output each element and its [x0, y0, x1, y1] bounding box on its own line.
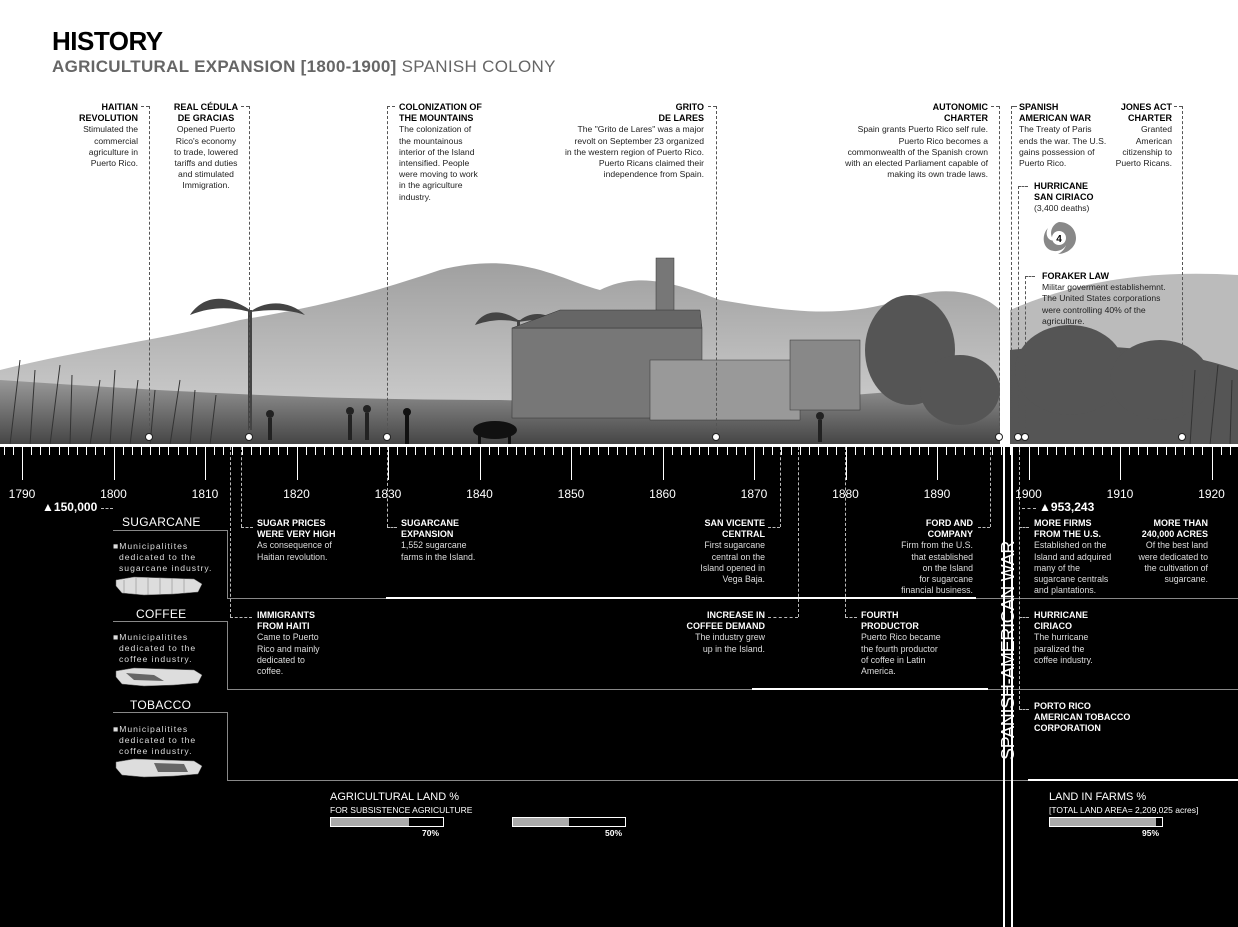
timeline-tick	[598, 447, 599, 455]
hurricane-category-label: 4	[1056, 234, 1062, 245]
timeline-tick	[269, 447, 270, 455]
timeline-tick	[178, 447, 179, 455]
event-hurricane-ciriaco: HURRICANE CIRIACO The hurricane paralized the coffee industry.	[1034, 610, 1093, 665]
timeline-tick	[342, 447, 343, 455]
timeline-tick	[974, 447, 975, 455]
timeline-tick	[891, 447, 892, 455]
timeline-tick	[818, 447, 819, 455]
timeline-tick	[836, 447, 837, 455]
timeline-tick	[644, 447, 645, 455]
top-panel	[0, 0, 1238, 445]
land-in-farms-pct: 95%	[1142, 828, 1160, 838]
year-label: 1790	[8, 487, 36, 501]
connector-foraker	[1025, 276, 1026, 436]
timeline-tick	[864, 447, 865, 455]
timeline-tick	[827, 447, 828, 455]
timeline-tick	[617, 447, 618, 455]
event-haitian-revolution: HAITIAN REVOLUTION Stimulated the commercial agriculture in Puerto Rico.	[78, 102, 138, 169]
connector-coffee-demand	[798, 447, 799, 617]
timeline-tick	[59, 447, 60, 455]
timeline-tick	[1102, 447, 1103, 455]
timeline-tick	[214, 447, 215, 455]
event-240000-acres: MORE THAN 240,000 ACRES Of the best land were dedicated to the cultivation of sugarcane.	[1138, 518, 1208, 585]
timeline-tick	[626, 447, 627, 455]
event-ford-and-company: FORD AND COMPANY Firm from the U.S. that established on the Island for sugarcane financial business.	[901, 518, 973, 596]
year-label: 1870	[740, 487, 768, 501]
connector-haiti-h	[230, 617, 252, 618]
timeline-tick	[397, 447, 398, 455]
timeline-tick	[809, 447, 810, 455]
connector-fourth-h	[845, 617, 857, 618]
timeline-tick	[516, 447, 517, 455]
connector-us-firms-h	[1019, 527, 1029, 528]
bar-fill	[331, 818, 409, 826]
connector-sugar-expansion	[387, 447, 388, 527]
timeline-tick	[1193, 447, 1194, 455]
connector-haiti	[230, 447, 231, 617]
person-icon: ▲	[42, 500, 54, 514]
timeline-tick	[1120, 447, 1121, 480]
event-autonomic-charter: AUTONOMIC CHARTER Spain grants Puerto Rico self rule. Puerto Rico becomes a commonwealth of the Spanish crown with an elected Parliament capable of making its own trade laws.	[845, 102, 988, 180]
subtitle-light: SPANISH COLONY	[396, 57, 556, 76]
timeline-tick	[708, 447, 709, 455]
timeline-tick	[196, 447, 197, 455]
event-jones-act: JONES ACT CHARTER Granted American citizenship to Puerto Ricans.	[1115, 102, 1172, 169]
timeline-tick	[1175, 447, 1176, 455]
timeline-tick	[223, 447, 224, 455]
timeline-tick	[781, 447, 782, 455]
connector-war	[1011, 106, 1012, 436]
event-grito-de-lares: GRITO DE LARES The "Grito de Lares" was a major revolt on September 23 organized in the western region of Puerto Rico. Puerto Ricans claimed their independence from Spain.	[564, 102, 704, 180]
event-dot	[1178, 433, 1186, 441]
event-more-firms-us: MORE FIRMS FROM THE U.S. Established on the Island and adquired many of the sugarcane centrals and plantations.	[1034, 518, 1112, 596]
timeline-tick	[1083, 447, 1084, 455]
year-label: 1860	[649, 487, 676, 501]
timeline-tick	[754, 447, 755, 480]
timeline-tick	[681, 447, 682, 455]
coffee-note: ■Municipalitites dedicated to the coffee industry.	[113, 632, 197, 664]
timeline-tick	[388, 447, 389, 480]
event-spanish-american-war: SPANISH AMERICAN WAR The Treaty of Paris ends the war. The U.S. gains possession of Puerto Rico.	[1019, 102, 1107, 169]
agricultural-land-pct-1: 70%	[422, 828, 440, 838]
year-label: 1880	[832, 487, 859, 501]
timeline-tick	[150, 447, 151, 455]
timeline-tick	[1093, 447, 1094, 455]
timeline-tick	[159, 447, 160, 455]
section-tobacco: TOBACCO	[130, 698, 192, 712]
coffee-band-line	[227, 689, 1238, 690]
timeline-tick	[114, 447, 115, 480]
timeline-tick	[415, 447, 416, 455]
timeline-tick	[855, 447, 856, 455]
connector-us-firms	[1019, 447, 1020, 709]
timeline-tick	[361, 447, 362, 455]
connector-autonomic	[999, 106, 1000, 436]
timeline-tick	[507, 447, 508, 455]
coffee-band-highlight	[752, 688, 988, 690]
timeline-tick	[461, 447, 462, 455]
year-label: 1890	[923, 487, 951, 501]
connector-ford	[990, 447, 991, 527]
timeline-tick	[900, 447, 901, 455]
timeline-tick	[297, 447, 298, 480]
agricultural-land-subtitle: FOR SUBSISTENCE AGRICULTURE	[330, 805, 473, 815]
timeline-tick	[1138, 447, 1139, 455]
timeline-tick	[800, 447, 801, 455]
tobacco-note: ■Municipalitites dedicated to the coffee industry.	[113, 724, 197, 756]
timeline-tick	[1230, 447, 1231, 455]
timeline-tick	[489, 447, 490, 455]
sugarcane-rule	[113, 530, 228, 531]
timeline-tick	[168, 447, 169, 455]
timeline-tick	[1212, 447, 1213, 480]
year-label: 1900	[1015, 487, 1042, 501]
bar-fill	[1050, 818, 1156, 826]
pop-1900-leader	[1022, 508, 1036, 509]
event-sugar-prices: SUGAR PRICES WERE VERY HIGH As consequence of Haitian revolution.	[257, 518, 336, 562]
land-in-farms-bar	[1049, 817, 1163, 827]
year-label: 1850	[557, 487, 585, 501]
sugarcane-vrule	[227, 530, 228, 598]
year-label: 1840	[466, 487, 493, 501]
timeline-tick	[132, 447, 133, 455]
timeline-tick	[955, 447, 956, 455]
section-coffee: COFFEE	[136, 607, 187, 621]
sugarcane-note: ■Municipalitites dedicated to the sugarcane industry.	[113, 541, 213, 573]
bar-fill	[513, 818, 569, 826]
connector-san-vicente	[780, 447, 781, 527]
connector-colonization-tick	[387, 106, 395, 107]
timeline-tick	[983, 447, 984, 455]
timeline-tick	[480, 447, 481, 480]
timeline-tick	[77, 447, 78, 455]
timeline-tick	[13, 447, 14, 455]
connector-haitian	[149, 106, 150, 436]
connector-sugar-prices	[241, 447, 242, 527]
connector-san-vicente-h	[768, 527, 780, 528]
timeline-tick	[562, 447, 563, 455]
connector-autonomic-tick	[991, 106, 999, 107]
timeline-tick	[1147, 447, 1148, 455]
timeline-tick	[306, 447, 307, 455]
agricultural-land-bar-2	[512, 817, 626, 827]
connector-colonization	[387, 106, 388, 436]
timeline-tick	[86, 447, 87, 455]
agricultural-land-bar-1	[330, 817, 444, 827]
timeline-tick	[104, 447, 105, 455]
timeline-tick	[333, 447, 334, 455]
timeline-tick	[608, 447, 609, 455]
timeline-tick	[571, 447, 572, 480]
timeline-tick	[553, 447, 554, 455]
puerto-rico-map-coffee	[114, 665, 206, 691]
timeline-tick	[470, 447, 471, 455]
landscape-illustration	[0, 230, 1238, 445]
timeline-tick	[635, 447, 636, 455]
timeline-tick	[425, 447, 426, 455]
timeline-tick	[663, 447, 664, 480]
connector-tobacco-h	[1019, 709, 1029, 710]
event-real-cedula: REAL CÉDULA DE GRACIAS Opened Puerto Rico's economy to trade, lowered tariffs and duties and stimulated Immigration.	[173, 102, 239, 191]
event-dot	[712, 433, 720, 441]
timeline-tick	[1038, 447, 1039, 455]
timeline-tick	[964, 447, 965, 455]
timeline-tick	[919, 447, 920, 455]
page-title: HISTORY	[52, 26, 163, 56]
timeline-tick	[763, 447, 764, 455]
event-dot	[383, 433, 391, 441]
timeline-tick	[40, 447, 41, 455]
year-label: 1920	[1198, 487, 1225, 501]
timeline-tick	[525, 447, 526, 455]
connector-sugar-expansion-h	[387, 527, 397, 528]
timeline-tick	[379, 447, 380, 455]
event-fourth-productor: FOURTH PRODUCTOR Puerto Rico became the fourth productor of coffee in Latin America.	[861, 610, 941, 677]
hurricane-icon	[1040, 220, 1078, 256]
timeline-tick	[534, 447, 535, 455]
timeline-tick	[736, 447, 737, 455]
timeline-tick	[928, 447, 929, 455]
year-label: 1830	[374, 487, 402, 501]
coffee-vrule	[227, 621, 228, 689]
sugarcane-band-highlight	[386, 597, 976, 599]
event-coffee-demand: INCREASE IN COFFEE DEMAND The industry grew up in the Island.	[686, 610, 765, 654]
timeline-tick	[315, 447, 316, 455]
event-sugarcane-expansion: SUGARCANE EXPANSION 1,552 sugarcane farms in the Island.	[401, 518, 476, 562]
connector-sugar-prices-h	[241, 527, 253, 528]
tobacco-vrule	[227, 712, 228, 780]
event-dot	[145, 433, 153, 441]
event-colonization-mountains: COLONIZATION OF THE MOUNTAINS The colonization of the mountainous interior of the Island intensified. People were moving to work in the agriculture industry.	[399, 102, 482, 202]
timeline-tick	[31, 447, 32, 455]
timeline-tick	[406, 447, 407, 455]
timeline-tick	[727, 447, 728, 455]
timeline-tick	[1202, 447, 1203, 455]
timeline-tick	[1074, 447, 1075, 455]
timeline-tick	[205, 447, 206, 480]
person-icon: ▲	[1039, 500, 1051, 514]
timeline-tick	[544, 447, 545, 455]
connector-coffee-demand-h	[768, 617, 798, 618]
timeline-tick	[910, 447, 911, 455]
timeline-tick	[68, 447, 69, 455]
timeline-tick	[123, 447, 124, 455]
land-in-farms-title: LAND IN FARMS %	[1049, 791, 1147, 803]
event-san-vicente-central: SAN VICENTE CENTRAL First sugarcane central on the Island opened in Vega Baja.	[700, 518, 765, 585]
connector-lares-tick	[708, 106, 716, 107]
timeline-tick	[946, 447, 947, 455]
agricultural-land-title: AGRICULTURAL LAND %	[330, 791, 459, 803]
connector-foraker-tick	[1025, 276, 1035, 277]
connector-jones-tick	[1174, 106, 1182, 107]
timeline-axis	[0, 444, 1238, 447]
timeline-tick	[1065, 447, 1066, 455]
timeline-tick	[672, 447, 673, 455]
timeline-tick	[95, 447, 96, 455]
coffee-rule	[113, 621, 228, 622]
timeline-tick	[589, 447, 590, 455]
timeline-tick	[699, 447, 700, 455]
event-porto-rico-tobacco: PORTO RICO AMERICAN TOBACCO CORPORATION	[1034, 701, 1131, 734]
timeline-tick	[772, 447, 773, 455]
population-1900: ▲953,243	[1039, 500, 1095, 514]
year-label: 1910	[1106, 487, 1134, 501]
timeline-tick	[1157, 447, 1158, 455]
tobacco-rule	[113, 712, 228, 713]
section-sugarcane: SUGARCANE	[122, 515, 201, 529]
timeline-tick	[717, 447, 718, 455]
timeline-tick	[1056, 447, 1057, 455]
timeline-tick	[260, 447, 261, 455]
page-subtitle	[52, 57, 556, 77]
connector-hurricane-tick	[1018, 186, 1028, 187]
timeline-tick	[324, 447, 325, 455]
event-dot	[1021, 433, 1029, 441]
year-label: 1810	[191, 487, 219, 501]
timeline-tick	[690, 447, 691, 455]
timeline-tick	[187, 447, 188, 455]
population-1800: ▲150,000	[42, 500, 98, 514]
connector-fourth	[845, 447, 846, 617]
timeline-tick	[251, 447, 252, 455]
connector-war-tick	[1011, 106, 1017, 107]
timeline-tick	[745, 447, 746, 455]
land-in-farms-subtitle: [TOTAL LAND AREA= 2,209,025 acres]	[1049, 805, 1199, 815]
year-label: 1820	[283, 487, 310, 501]
connector-haitian-tick	[141, 106, 149, 107]
timeline-tick	[287, 447, 288, 455]
timeline-tick	[232, 447, 233, 455]
timeline-tick	[882, 447, 883, 455]
pop-1800-leader	[101, 508, 113, 509]
event-immigrants-haiti: IMMIGRANTS FROM HAITI Came to Puerto Rico and mainly dedicated to coffee.	[257, 610, 320, 677]
timeline-tick	[791, 447, 792, 455]
timeline-tick	[141, 447, 142, 455]
timeline-tick	[351, 447, 352, 455]
tobacco-band-highlight	[1028, 779, 1238, 781]
timeline-tick	[1221, 447, 1222, 455]
timeline-tick	[49, 447, 50, 455]
timeline-tick	[452, 447, 453, 455]
timeline-tick	[22, 447, 23, 480]
timeline-tick	[873, 447, 874, 455]
timeline-tick	[653, 447, 654, 455]
timeline-tick	[937, 447, 938, 480]
timeline-tick	[1001, 447, 1002, 455]
connector-ford-h	[978, 527, 990, 528]
connector-ciriaco-h	[1019, 617, 1029, 618]
timeline-tick	[278, 447, 279, 455]
timeline-tick	[1029, 447, 1030, 480]
spanish-american-war-label: SPANISH-AMERICAN WAR	[998, 540, 1018, 760]
timeline-tick	[434, 447, 435, 455]
event-hurricane-san-ciriaco: HURRICANE SAN CIRIACO (3,400 deaths)	[1034, 181, 1094, 214]
connector-lares	[716, 106, 717, 436]
event-foraker-law: FORAKER LAW Militar goverment establishemnt. The United States corporations were controlling 40% of the agriculture.	[1042, 271, 1166, 326]
connector-hurricane	[1018, 186, 1019, 436]
puerto-rico-map-tobacco	[114, 756, 206, 782]
timeline-tick	[992, 447, 993, 455]
timeline-tick	[4, 447, 5, 455]
timeline-tick	[1129, 447, 1130, 455]
event-dot	[995, 433, 1003, 441]
timeline-tick	[1184, 447, 1185, 455]
agricultural-land-pct-2: 50%	[605, 828, 623, 838]
year-label: 1800	[100, 487, 127, 501]
timeline-tick	[370, 447, 371, 455]
timeline-tick	[1166, 447, 1167, 455]
event-dot	[245, 433, 253, 441]
timeline-tick	[1111, 447, 1112, 455]
timeline-tick	[498, 447, 499, 455]
timeline-tick	[580, 447, 581, 455]
subtitle-bold: AGRICULTURAL EXPANSION [1800-1900]	[52, 57, 397, 76]
timeline-tick	[1047, 447, 1048, 455]
puerto-rico-map-sugarcane	[114, 574, 206, 598]
timeline-tick	[443, 447, 444, 455]
